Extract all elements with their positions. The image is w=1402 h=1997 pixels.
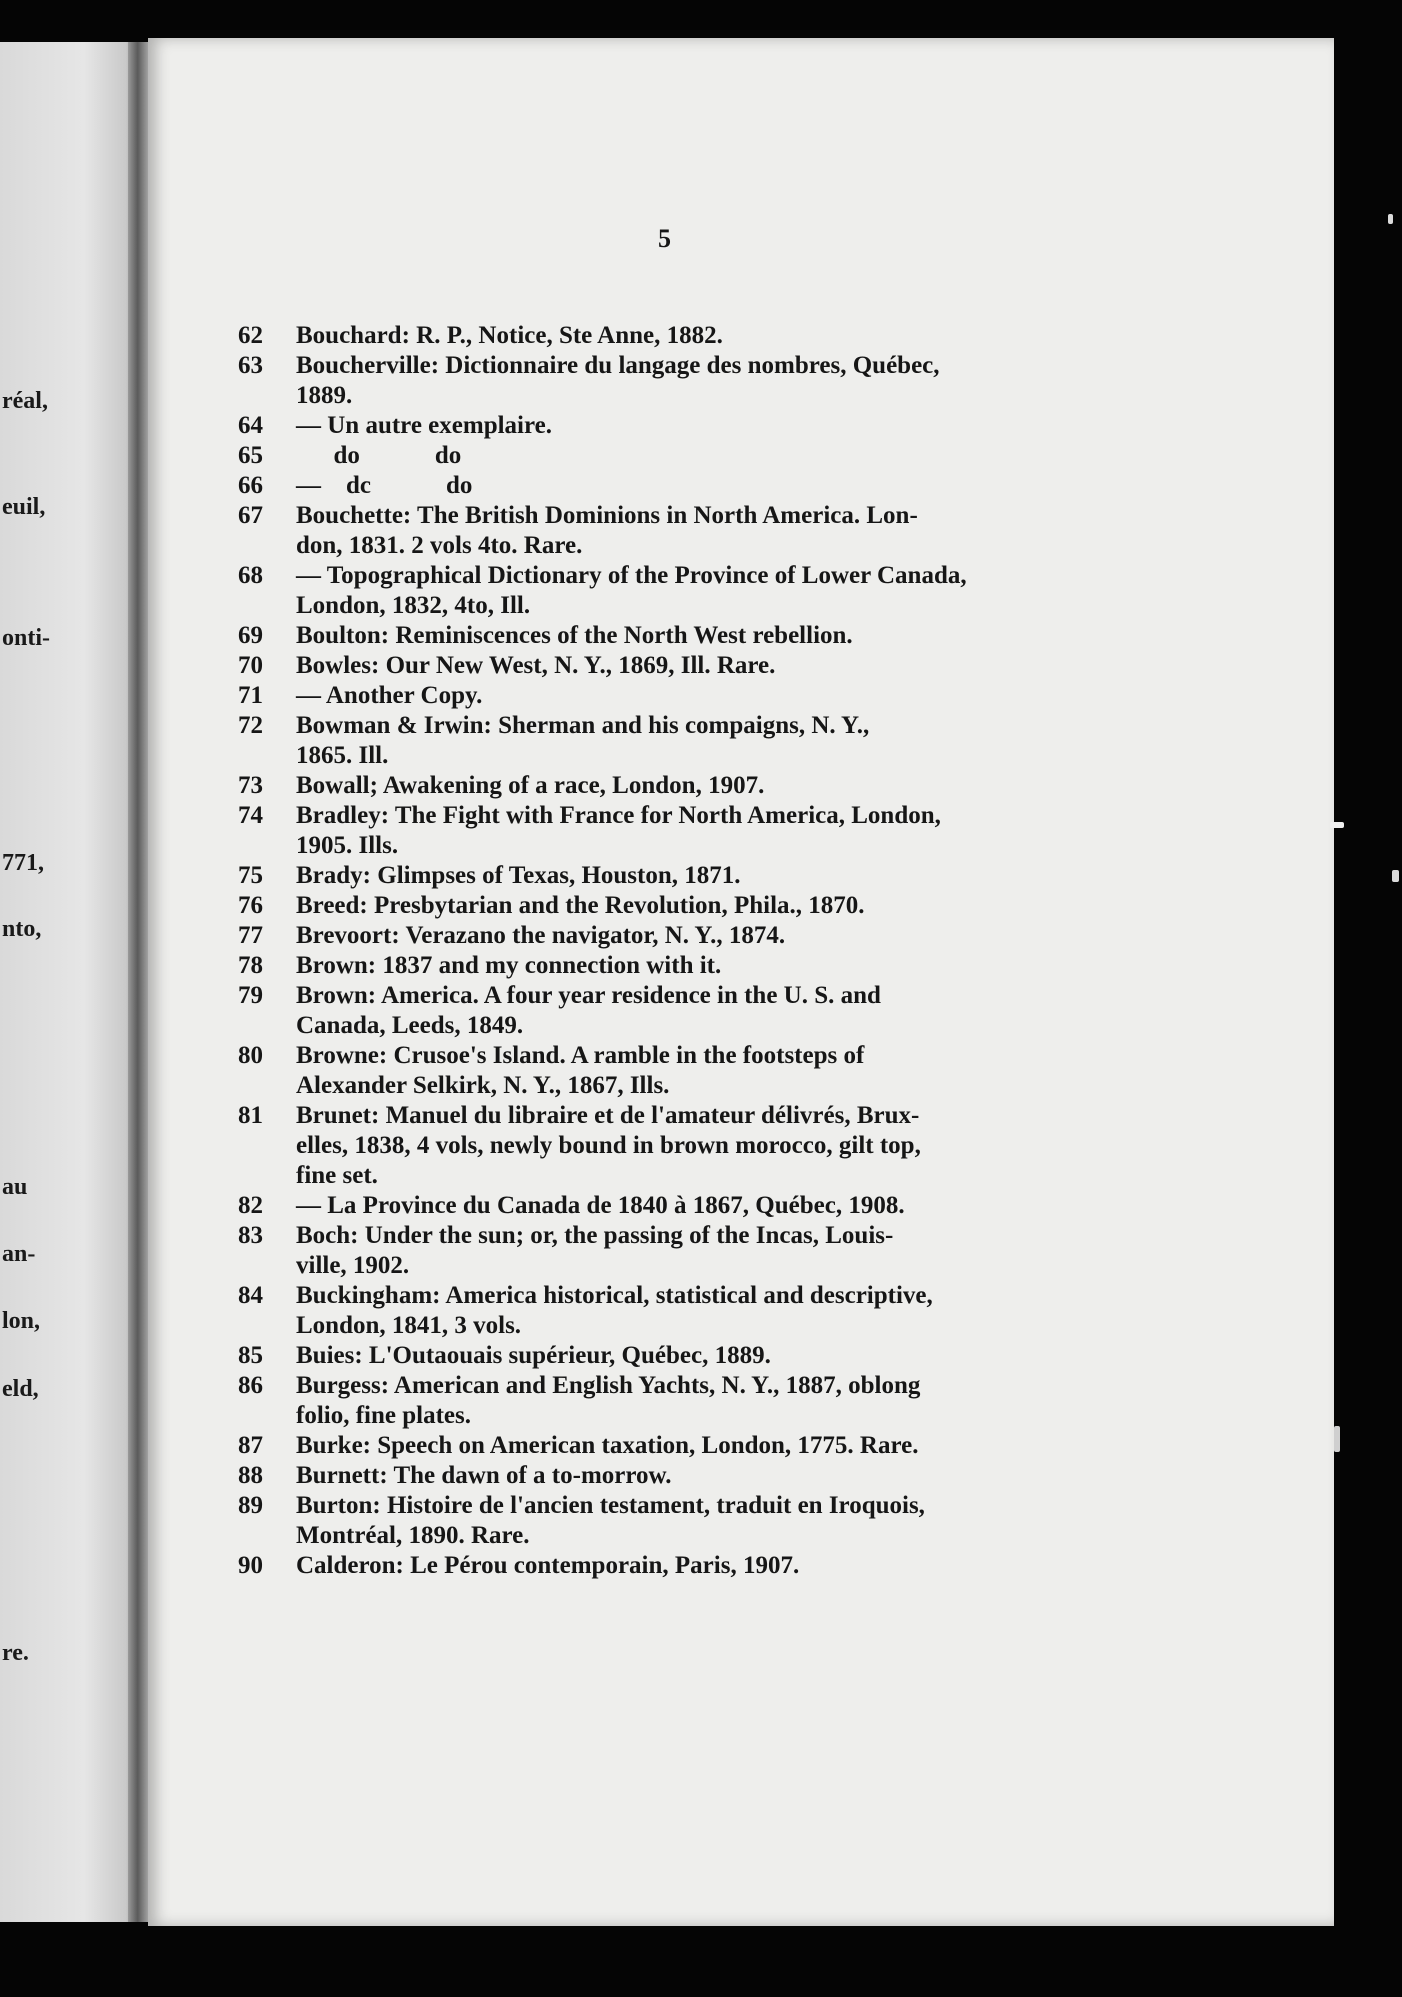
left-page-fragment: re. <box>2 1640 29 1666</box>
entry-line: Burnett: The dawn of a to-morrow. <box>296 1462 672 1489</box>
catalogue-entry <box>238 1341 1238 1371</box>
catalogue-entry <box>238 1041 1238 1101</box>
catalogue-entry <box>238 1551 1238 1581</box>
entry-number: 89 <box>238 1492 263 1519</box>
entry-line: fine set. <box>296 1162 378 1189</box>
entry-number: 77 <box>238 922 263 949</box>
left-page-fragment: réal, <box>2 388 48 414</box>
entry-line: Brown: America. A four year residence in the U. S. and <box>296 982 881 1009</box>
catalogue-entry <box>238 1191 1238 1221</box>
entry-number: 66 <box>238 472 263 499</box>
left-page-fragment: eld, <box>2 1376 39 1402</box>
catalogue-entry <box>238 471 1238 501</box>
catalogue-entry <box>238 1491 1238 1551</box>
entry-number: 86 <box>238 1372 263 1399</box>
catalogue-entry <box>238 621 1238 651</box>
entry-line: Bowles: Our New West, N. Y., 1869, Ill. Rare. <box>296 652 776 679</box>
entry-number: 88 <box>238 1462 263 1489</box>
entry-number: 85 <box>238 1342 263 1369</box>
entry-line: Alexander Selkirk, N. Y., 1867, Ills. <box>296 1072 670 1099</box>
entry-line: ville, 1902. <box>296 1252 410 1279</box>
catalogue-entry <box>238 891 1238 921</box>
entry-line: Brunet: Manuel du libraire et de l'amateur délivrés, Brux- <box>296 1102 920 1129</box>
entry-text <box>296 891 1238 921</box>
entry-number: 90 <box>238 1552 263 1579</box>
entry-line: 1905. Ills. <box>296 832 399 859</box>
entry-line: elles, 1838, 4 vols, newly bound in brown morocco, gilt top, <box>296 1132 921 1159</box>
catalogue-entry <box>238 441 1238 471</box>
entry-line: Bouchard: R. P., Notice, Ste Anne, 1882. <box>296 322 723 349</box>
entry-number: 80 <box>238 1042 263 1069</box>
entry-text <box>296 1371 1238 1431</box>
speck-mark <box>1334 1426 1340 1452</box>
entry-number: 63 <box>238 352 263 379</box>
entry-line: Burton: Histoire de l'ancien testament, traduit en Iroquois, <box>296 1492 925 1519</box>
left-page-fragment: euil, <box>2 494 46 520</box>
entry-line: Canada, Leeds, 1849. <box>296 1012 524 1039</box>
catalogue-entry <box>238 1371 1238 1431</box>
catalogue-entry <box>238 1101 1238 1191</box>
entry-text <box>296 411 1238 441</box>
catalogue-entry <box>238 711 1238 771</box>
left-page-fragment: 771, <box>2 850 44 876</box>
entry-text <box>296 711 1238 771</box>
entry-line: 1889. <box>296 382 353 409</box>
entry-text <box>296 651 1238 681</box>
entry-line: — Un autre exemplaire. <box>296 412 552 439</box>
entry-text <box>296 801 1238 861</box>
entry-text <box>296 501 1238 561</box>
entry-number: 72 <box>238 712 263 739</box>
speck-mark <box>1392 870 1399 882</box>
entry-text <box>296 1191 1238 1221</box>
catalogue-entry <box>238 501 1238 561</box>
entry-text <box>296 1221 1238 1281</box>
speck-mark <box>1388 214 1393 224</box>
entry-line: — Topographical Dictionary of the Province of Lower Canada, <box>296 562 967 589</box>
entry-number: 67 <box>238 502 263 529</box>
entry-text <box>296 1431 1238 1461</box>
entry-line: 1865. Ill. <box>296 742 389 769</box>
speck-mark <box>1330 822 1344 828</box>
entry-number: 79 <box>238 982 263 1009</box>
catalogue-entry <box>238 801 1238 861</box>
entry-line: Buckingham: America historical, statistical and descriptive, <box>296 1282 933 1309</box>
entry-number: 75 <box>238 862 263 889</box>
catalogue-entry <box>238 1221 1238 1281</box>
entry-line: Brevoort: Verazano the navigator, N. Y., 1874. <box>296 922 786 949</box>
entry-number: 76 <box>238 892 263 919</box>
entry-number: 69 <box>238 622 263 649</box>
catalogue-entry <box>238 921 1238 951</box>
entry-line: Buies: L'Outaouais supérieur, Québec, 1889. <box>296 1342 771 1369</box>
catalogue-entries <box>238 321 1238 1581</box>
entry-line: Calderon: Le Pérou contemporain, Paris, 1907. <box>296 1552 800 1579</box>
catalogue-entry <box>238 1461 1238 1491</box>
entry-text <box>296 321 1238 351</box>
entry-number: 70 <box>238 652 263 679</box>
entry-text <box>296 981 1238 1041</box>
catalogue-entry <box>238 561 1238 621</box>
entry-text <box>296 1101 1238 1191</box>
catalogue-entry <box>238 321 1238 351</box>
entry-text <box>296 771 1238 801</box>
entry-line: Bowall; Awakening of a race, London, 1907. <box>296 772 765 799</box>
entry-line: Browne: Crusoe's Island. A ramble in the footsteps of <box>296 1042 865 1069</box>
catalogue-page <box>148 38 1334 1926</box>
entry-text <box>296 471 1238 501</box>
page-number: 5 <box>658 224 671 253</box>
catalogue-entry <box>238 981 1238 1041</box>
entry-number: 83 <box>238 1222 263 1249</box>
entry-text <box>296 561 1238 621</box>
entry-number: 74 <box>238 802 263 829</box>
entry-line: Brown: 1837 and my connection with it. <box>296 952 722 979</box>
left-page-fragment: an- <box>2 1241 36 1267</box>
left-page-fragment: lon, <box>2 1308 41 1334</box>
entry-text <box>296 681 1238 711</box>
entry-line: Boucherville: Dictionnaire du langage des nombres, Québec, <box>296 352 940 379</box>
entry-line: — La Province du Canada de 1840 à 1867, Québec, 1908. <box>296 1192 905 1219</box>
entry-number: 71 <box>238 682 263 709</box>
left-page-fragment: nto, <box>2 916 42 942</box>
entry-text <box>296 1491 1238 1551</box>
entry-text <box>296 1551 1238 1581</box>
entry-line: folio, fine plates. <box>296 1402 471 1429</box>
catalogue-entry <box>238 1431 1238 1461</box>
entry-line: Breed: Presbytarian and the Revolution, Phila., 1870. <box>296 892 865 919</box>
entry-text <box>296 621 1238 651</box>
catalogue-entry <box>238 411 1238 441</box>
catalogue-entry <box>238 1281 1238 1341</box>
entry-text <box>296 1041 1238 1101</box>
entry-text <box>296 951 1238 981</box>
entry-text <box>296 1341 1238 1371</box>
entry-line: Bowman & Irwin: Sherman and his compaigns, N. Y., <box>296 712 870 739</box>
entry-number: 82 <box>238 1192 263 1219</box>
catalogue-entry <box>238 861 1238 891</box>
entry-number: 65 <box>238 442 263 469</box>
entry-line: Burke: Speech on American taxation, London, 1775. Rare. <box>296 1432 919 1459</box>
entry-line: — Another Copy. <box>296 682 483 709</box>
entry-line: Bradley: The Fight with France for North America, London, <box>296 802 941 829</box>
entry-text <box>296 1461 1238 1491</box>
entry-number: 62 <box>238 322 263 349</box>
entry-number: 64 <box>238 412 263 439</box>
entry-text <box>296 1281 1238 1341</box>
entry-line: Brady: Glimpses of Texas, Houston, 1871. <box>296 862 741 889</box>
entry-number: 78 <box>238 952 263 979</box>
entry-line: — dc do <box>296 472 473 499</box>
left-page-fragment: au <box>2 1174 28 1200</box>
entry-number: 81 <box>238 1102 263 1129</box>
left-page-fragment: onti- <box>2 625 50 651</box>
entry-text <box>296 351 1238 411</box>
entry-line: London, 1841, 3 vols. <box>296 1312 522 1339</box>
entry-text <box>296 921 1238 951</box>
catalogue-entry <box>238 681 1238 711</box>
entry-line: Boulton: Reminiscences of the North West rebellion. <box>296 622 853 649</box>
entry-number: 68 <box>238 562 263 589</box>
entry-line: Burgess: American and English Yachts, N. Y., 1887, oblong <box>296 1372 921 1399</box>
entry-line: Bouchette: The British Dominions in North America. Lon- <box>296 502 918 529</box>
entry-line: London, 1832, 4to, Ill. <box>296 592 531 619</box>
entry-line: Montréal, 1890. Rare. <box>296 1522 530 1549</box>
entry-number: 84 <box>238 1282 263 1309</box>
catalogue-entry <box>238 771 1238 801</box>
catalogue-entry <box>238 651 1238 681</box>
entry-number: 73 <box>238 772 263 799</box>
catalogue-entry <box>238 951 1238 981</box>
entry-text <box>296 861 1238 891</box>
entry-number: 87 <box>238 1432 263 1459</box>
catalogue-entry <box>238 351 1238 411</box>
entry-line: don, 1831. 2 vols 4to. Rare. <box>296 532 583 559</box>
entry-line: Boch: Under the sun; or, the passing of the Incas, Louis- <box>296 1222 894 1249</box>
entry-line: do do <box>296 442 462 469</box>
entry-text <box>296 441 1238 471</box>
left-facing-page <box>0 42 140 1922</box>
